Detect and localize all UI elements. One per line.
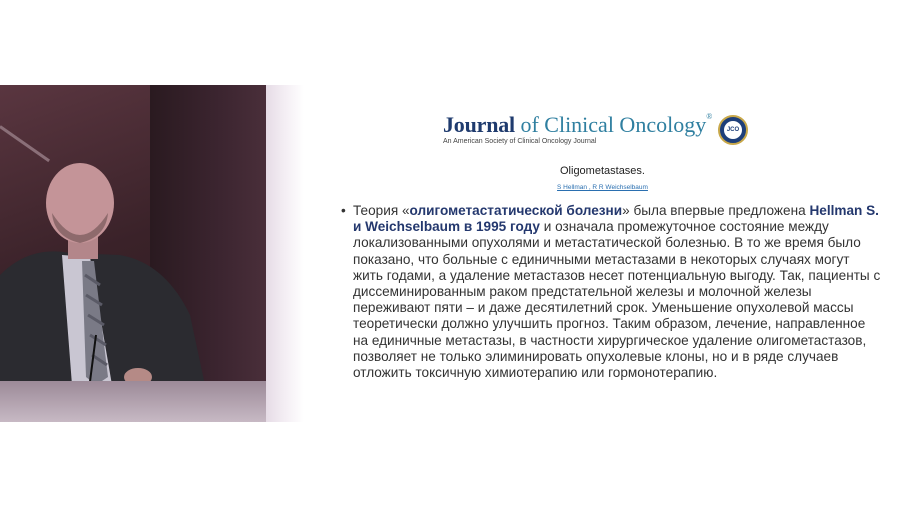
article-authors: S Hellman , R R Weichselbaum: [557, 184, 648, 191]
paragraph-text-3: и означала промежуточное состояние между локализованными опухолями и метастатической болезнью. В то же время было показано, что больные с единичными метастазами в некоторых случаях могут жить годами, а удаление метастазов несет потенциальную выгоду. Так, пациенты с диссеминированным раком предстательной железы и молочной железы переживают пяти – и даже десятилетний срок. Уменьшение опухолевой массы теоретически должно улучшить прогноз. Таким образом, лечение, направленное на единичные метастазы, в частности хирургическое удаление олигометастазов, позволяет не только элиминировать опухолевые клоны, но и в ряде случаев отложить токсичную химиотерапию или гормонотерапию.: [353, 219, 881, 381]
journal-logo: [443, 112, 712, 138]
journal-name-bold: Journal: [443, 112, 515, 137]
presentation-slide: [305, 85, 900, 422]
paragraph-term: олигометастатической болезни: [409, 203, 623, 218]
journal-name-rest: of Clinical Oncology: [514, 112, 707, 137]
bullet-icon: •: [341, 203, 346, 218]
projector-screen-edge: [266, 85, 304, 422]
article-title: Oligometastases.: [560, 165, 645, 177]
speaker-figure: [0, 85, 266, 422]
lectern-desk: [0, 381, 266, 422]
journal-subtitle: An American Society of Clinical Oncology Journal: [443, 138, 597, 145]
speaker-video: [0, 85, 304, 422]
registered-mark: ®: [706, 112, 713, 121]
paragraph-authors: Hellman S. и Weichselbaum в 1995 году: [353, 203, 879, 235]
jco-seal-icon: [718, 115, 748, 145]
paragraph-text-2: » была впервые предложена: [622, 203, 810, 218]
paragraph-text-1: Теория «: [353, 203, 410, 218]
slide-paragraph: [341, 203, 883, 381]
seal-label: JCO: [724, 121, 742, 139]
